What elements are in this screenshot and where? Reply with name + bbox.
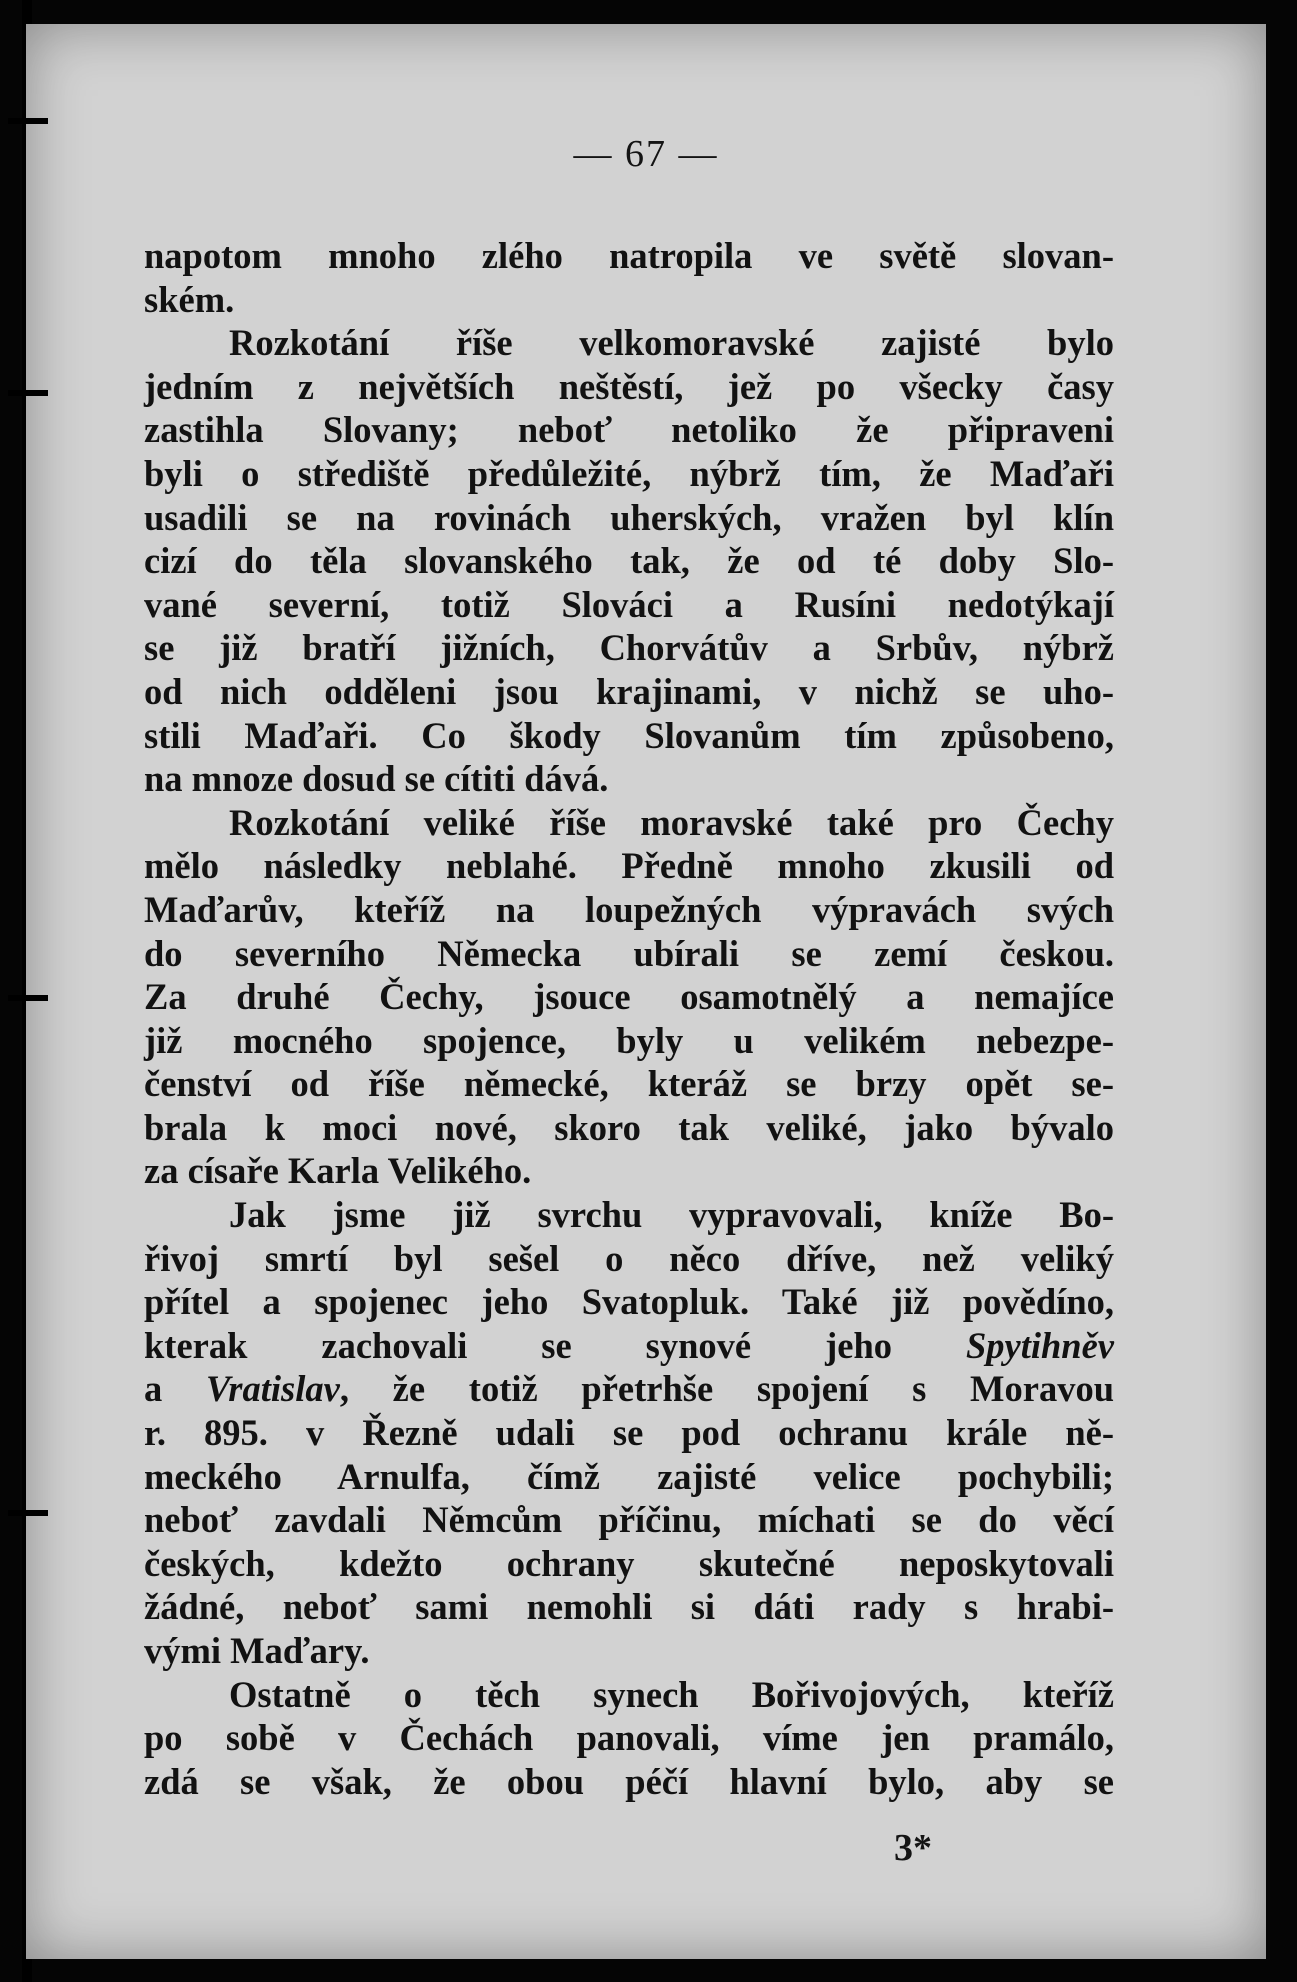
line-text: vými Maďary. — [144, 1630, 370, 1671]
text-line — [144, 1149, 1114, 1193]
text-line — [144, 888, 1114, 932]
signature-mark: 3* — [894, 1827, 932, 1869]
text-line — [144, 1585, 1114, 1629]
text-line — [144, 1673, 1114, 1717]
book-page — [26, 24, 1266, 1959]
line-text: stili Maďaři. Co škody Slovanům tím způsobeno, — [144, 714, 1114, 756]
text-line — [144, 1542, 1114, 1586]
text-line — [144, 234, 1114, 278]
text-line — [144, 626, 1114, 670]
binding-thread — [8, 390, 48, 396]
text-line — [144, 801, 1114, 845]
text-line — [144, 1716, 1114, 1760]
text-line — [144, 932, 1114, 976]
line-text: napotom mnoho zlého natropila ve světě slovan- — [144, 235, 1114, 276]
page-number: — 67 — — [573, 133, 719, 175]
text-line — [144, 1106, 1114, 1150]
binding-thread — [8, 1510, 48, 1516]
text-line — [144, 365, 1114, 409]
line-text: brala k moci nové, skoro tak veliké, jako bývalo — [144, 1106, 1114, 1148]
line-text: cizí do těla slovanského tak, že od té doby Slo- — [144, 540, 1114, 582]
text-line — [144, 1062, 1114, 1106]
line-text: vané severní, totiž Slováci a Rusíni nedotýkají — [144, 583, 1114, 625]
text-line — [144, 1019, 1114, 1063]
binding-thread — [8, 118, 48, 124]
line-text: na mnoze dosud se cítiti dává. — [144, 758, 609, 800]
text-line — [144, 670, 1114, 714]
line-text: Za druhé Čechy, jsouce osamotnělý a nemajíce — [144, 976, 1114, 1018]
line-text: českých, kdežto ochrany skutečné neposkytovali — [144, 1542, 1114, 1584]
text-line — [144, 408, 1114, 452]
italic-name: Vratislav — [205, 1368, 340, 1410]
line-text: Rozkotání veliké říše moravské také pro Čechy — [229, 801, 1114, 843]
line-text: meckého Arnulfa, čímž zajisté velice pochybili; — [144, 1455, 1114, 1497]
line-text: zdá se však, že obou péčí hlavní bylo, aby se — [144, 1760, 1114, 1802]
line-text: do severního Německa ubírali se zemí českou. — [144, 932, 1114, 974]
line-text: a — [144, 1368, 206, 1410]
text-line — [144, 278, 1114, 322]
text-line — [144, 452, 1114, 496]
binding-thread — [8, 995, 48, 1001]
text-line — [144, 1455, 1114, 1499]
line-text: byli o střediště předůležité, nýbrž tím, že Maďaři — [144, 452, 1114, 494]
text-line — [144, 1367, 1114, 1411]
line-text-continued: , že totiž přetrhše spojení s Moravou — [339, 1368, 1114, 1410]
line-text: Maďarův, kteříž na loupežných výpravách svých — [144, 888, 1114, 930]
line-text: neboť zavdali Němcům příčinu, míchati se do věcí — [144, 1499, 1114, 1541]
line-text: Rozkotání říše velkomoravské zajisté bylo — [229, 322, 1114, 364]
line-text: mělo následky neblahé. Předně mnoho zkusili od — [144, 845, 1114, 887]
text-line — [144, 1237, 1114, 1281]
text-line — [144, 1629, 1114, 1673]
text-line — [144, 757, 1114, 801]
line-text: řivoj smrtí byl sešel o něco dříve, než veliký — [144, 1237, 1114, 1279]
text-line — [144, 1280, 1114, 1324]
line-text: se již bratří jižních, Chorvátův a Srbův, nýbrž — [144, 627, 1114, 669]
text-line — [144, 583, 1114, 627]
line-text: přítel a spojenec jeho Svatopluk. Také již povědíno, — [144, 1281, 1114, 1323]
line-text: ském. — [144, 278, 235, 320]
line-text: žádné, neboť sami nemohli si dáti rady s hrabi- — [144, 1586, 1114, 1628]
text-line — [144, 844, 1114, 888]
line-text: kterak zachovali se synové jeho — [144, 1324, 966, 1366]
italic-name: Spytihněv — [965, 1324, 1114, 1366]
line-text: usadili se na rovinách uherských, vražen byl klín — [144, 496, 1114, 538]
line-text: zastihla Slovany; neboť netoliko že připraveni — [144, 409, 1114, 451]
text-line — [144, 975, 1114, 1019]
line-text: jedním z největších neštěstí, jež po všecky časy — [144, 365, 1114, 407]
line-text: čenství od říše německé, kteráž se brzy opět se- — [144, 1063, 1114, 1105]
line-text: r. 895. v Řezně udali se pod ochranu krále ně- — [144, 1412, 1114, 1454]
text-line — [144, 321, 1114, 365]
line-text: od nich odděleni jsou krajinami, v nichž se uho- — [144, 670, 1114, 712]
line-text: Jak jsme již svrchu vypravovali, kníže Bo- — [229, 1194, 1114, 1236]
text-line — [144, 1760, 1114, 1804]
line-text: Ostatně o těch synech Bořivojových, kteříž — [229, 1673, 1114, 1715]
text-line — [144, 714, 1114, 758]
text-line — [144, 1498, 1114, 1542]
text-line — [144, 1324, 1114, 1368]
text-line — [144, 1193, 1114, 1237]
line-text: již mocného spojence, byly u velikém nebezpe- — [144, 1019, 1114, 1061]
body-text — [144, 234, 1114, 1803]
text-line — [144, 539, 1114, 583]
line-text: po sobě v Čechách panovali, víme jen pramálo, — [144, 1717, 1114, 1759]
text-line — [144, 496, 1114, 540]
text-line — [144, 1411, 1114, 1455]
line-text: za císaře Karla Velikého. — [144, 1150, 532, 1192]
